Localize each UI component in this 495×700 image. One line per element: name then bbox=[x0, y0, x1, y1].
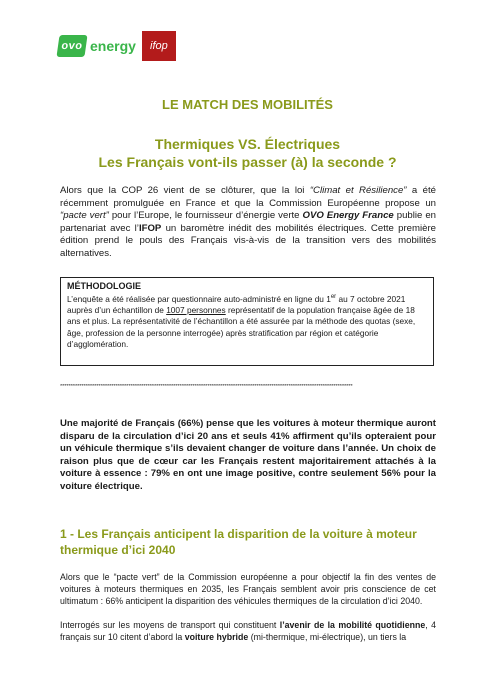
methodology-title: MÉTHODOLOGIE bbox=[67, 281, 141, 291]
separator-line: ***************************************************************************************************************************************** bbox=[60, 384, 353, 390]
ifop-logo: ifop bbox=[142, 31, 176, 61]
ovo-energy-name: OVO Energy France bbox=[302, 210, 394, 222]
summary-paragraph: Une majorité de Français (66%) pense que les voitures à moteur thermique auront disparu de la circulation d’ici 20 ans et seuls 41% affirment qu’ils opteraient pour un véhicule thermique s’ils devaient changer de voiture dans l’année. Un choix de raison plus que de cœur car les Français restent majoritairement attachés à la voiture à essence : 79% en ont une image positive, contre seulement 56% pour la voiture électrique. bbox=[60, 418, 436, 492]
subtitle-line-1: Thermiques VS. Électriques bbox=[154, 136, 341, 152]
sample-size: 1007 personnes bbox=[166, 305, 226, 316]
logo-bar bbox=[58, 30, 176, 62]
subtitle-line-2: Les Français vont-ils passer (à) la seconde ? bbox=[98, 154, 397, 170]
ovo-logo: ovo bbox=[56, 35, 87, 57]
document-title: LE MATCH DES MOBILITÉS bbox=[162, 97, 333, 112]
methodology-box bbox=[60, 277, 434, 366]
methodology-text: L’enquête a été réalisée par questionnaire auto-administré en ligne du 1er au 7 octobre 2021 auprès d’un échantillon de 1007 personnes représentatif de la population française âgée de 18 ans et plus. La représentativité de l’échantillon a été assurée par la méthode des quotas (sexe, âge, profession de la personne interrogée) après stratification par région et catégorie d’agglomération. bbox=[67, 293, 416, 349]
pacte-vert-term: “pacte vert” bbox=[60, 210, 109, 222]
section-1-paragraph-1: Alors que le “pacte vert” de la Commission européenne a pour objectif la fin des ventes de voitures à moteurs thermiques en 2035, les Français semblent avoir pris conscience de cet ultimatum : 66% anticipent la disparition des véhicules thermiques de la circulation d’ici 2040. bbox=[60, 572, 436, 607]
intro-paragraph: Alors que la COP 26 vient de se clôturer, que la loi “Climat et Résilience” a été récemment promulguée en France et que la Commission Européenne propose un “pacte vert” pour l’Europe, le fournisseur d’énergie verte OVO Energy France publie en partenariat avec l’IFOP un baromètre inédit des mobilités électriques. Cette première édition prend le pouls des Français vis-à-vis de la transition vers des mobilités alternatives. bbox=[60, 185, 437, 259]
ifop-name: IFOP bbox=[138, 222, 162, 234]
section-1-paragraph-2: Interrogés sur les moyens de transport qui constituent l’avenir de la mobilité quotidienne, 4 français sur 10 citent d’abord la voiture hybride (mi-thermique, mi-électrique), un tiers la bbox=[60, 620, 436, 643]
section-1-heading: 1 - Les Français anticipent la disparition de la voiture à moteur thermique d’ici 2040 bbox=[60, 527, 417, 557]
energy-logo-text: energy bbox=[90, 38, 136, 54]
climat-law-name: “Climat et Résilience” bbox=[309, 185, 407, 196]
